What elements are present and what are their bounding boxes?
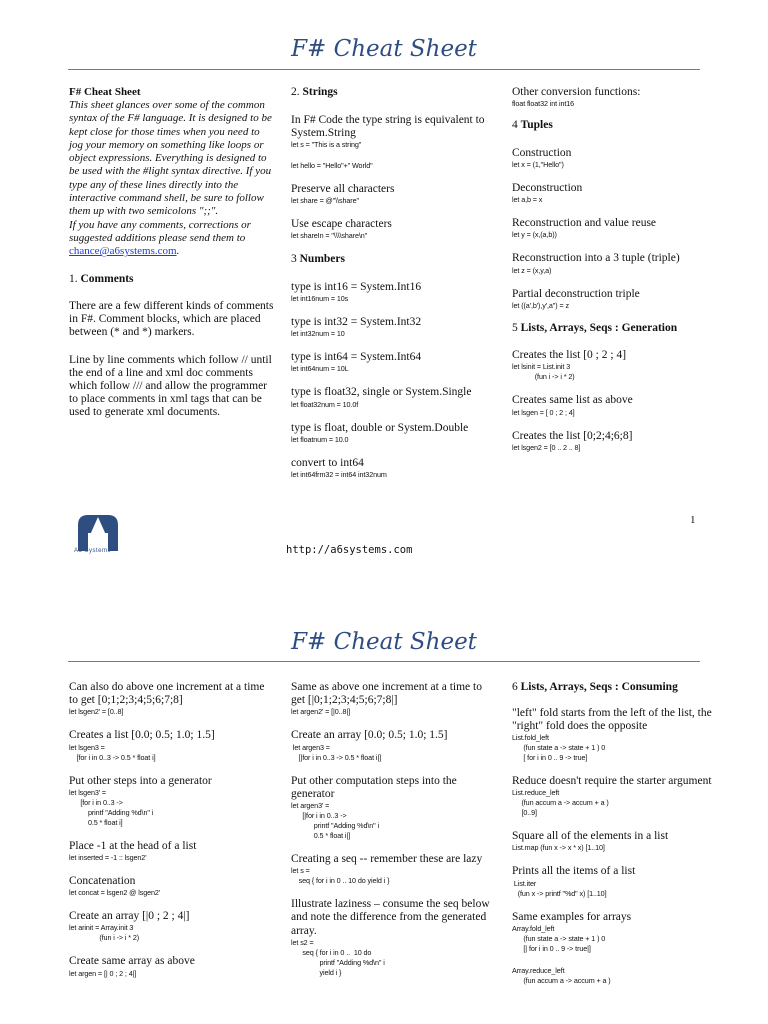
code-snippet: Array.fold_left (fun state a -> state + 1 ) 0 [| for i in 0 .. 9 -> true|]: [512, 923, 606, 953]
text: Construction: [512, 146, 572, 159]
code-snippet: let argen3 = [|for i in 0..3 -> 0.5 * float i|]: [292, 742, 382, 762]
column-1: [69, 86, 274, 420]
text: Create same array as above: [69, 955, 195, 968]
code-snippet: let x = (1,"Hello"): [512, 159, 564, 169]
section-number: 1.: [69, 272, 78, 285]
text: Create an array [0.0; 0.5; 1.0; 1.5]: [291, 729, 448, 742]
text: Creates same list as above: [512, 394, 633, 407]
text: Concatenation: [69, 875, 136, 888]
code-snippet: let lsgen3 = [for i in 0..3 -> 0.5 * float i]: [69, 742, 156, 762]
code-snippet: List.iter (fun x -> printf "%d" x) [1..10]: [513, 878, 607, 898]
logo-text: A6 Systems: [74, 548, 112, 554]
column-1: [69, 681, 274, 979]
text: type is int32 = System.Int32: [291, 316, 422, 329]
text: type is int64 = System.Int64: [291, 351, 422, 364]
code-snippet: let ((a',b'),y',a'') = z: [512, 300, 569, 310]
section-number: 5: [512, 321, 518, 334]
section-number: 6: [512, 681, 518, 693]
code-snippet: let s = seq { for i in 0 .. 10 do yield i }: [291, 866, 390, 886]
text: type is int16 = System.Int16: [291, 280, 422, 293]
code-snippet: let argen = [| 0 ; 2 ; 4|]: [69, 968, 137, 978]
page-number: 1: [690, 514, 696, 526]
section-title: Numbers: [299, 253, 345, 266]
section-heading-comments: [69, 273, 274, 287]
code-snippet: List.fold_left (fun state a -> state + 1 ) 0 [ for i in 0 .. 9 -> true]: [512, 732, 606, 762]
text: Creates the list [0 ; 2 ; 4]: [512, 349, 627, 362]
code-snippet: float float32 int int16: [512, 99, 575, 109]
column-2: [291, 681, 496, 978]
page-2: [0, 585, 768, 1024]
section-title: Strings: [302, 86, 338, 98]
page-title: F# Cheat Sheet: [291, 629, 477, 655]
intro-contact: [69, 219, 274, 259]
text: Put other steps into a generator: [69, 774, 212, 787]
code-snippet: let arinit = Array.init 3 (fun i -> i * 2): [69, 923, 140, 943]
text: Put other computation steps into the generator: [291, 774, 457, 800]
text: type is float, double or System.Double: [291, 421, 469, 434]
text: Same examples for arrays: [512, 910, 632, 923]
code-snippet: let s = "This is a string": [291, 139, 362, 149]
text: "left" fold starts from the left of the list, the "right" fold does the opposite: [512, 706, 712, 732]
code-snippet: let int64num = 10L: [291, 364, 349, 374]
text: Square all of the elements in a list: [512, 830, 669, 843]
code-snippet: let inserted = -1 :: lsgen2': [69, 853, 147, 863]
code-snippet: let lsgen2 = [0 .. 2 .. 8]: [512, 442, 581, 452]
text: Reduce doesn't require the starter argument: [512, 774, 712, 787]
text: Prints all the items of a list: [512, 865, 636, 878]
text: Creates the list [0;2;4;6;8]: [512, 429, 633, 442]
text: type is float32, single or System.Single: [291, 386, 472, 399]
code-snippet: let z = (x,y,a): [512, 265, 552, 275]
column-2: [291, 86, 496, 480]
code-snippet: let int16num = 10s: [291, 294, 349, 304]
text: Illustrate laziness – consume the seq below and note the difference from the generated array.: [291, 898, 490, 937]
section-heading-generation: [512, 322, 717, 336]
column-3: [512, 86, 717, 453]
code-snippet: let int64frm32 = int64 int32num: [291, 470, 387, 480]
section-title: Lists, Arrays, Seqs : Consuming: [520, 681, 678, 693]
code-snippet: let shareIn = "\\\\share\n": [291, 231, 368, 241]
code-snippet: let a,b = x: [512, 195, 543, 205]
text: Preserve all characters: [291, 182, 395, 195]
code-snippet: let concat = lsgen2 @ lsgen2': [69, 888, 161, 898]
code-snippet: let argen3' = [|for i in 0..3 -> printf "Adding %d\n" i 0.5 * float i|]: [291, 801, 379, 841]
intro-text: This sheet glances over some of the common syntax of the F# language. It is designed to be kept close for those times when you need to jog your memory on something like loops or object expressions. Everything is designed to be used with the #light syntax directive. If you type any of these lines directly into the interactive command shell, be sure to follow them up with two semicolons ";;".: [69, 99, 272, 218]
text: Partial deconstruction triple: [512, 287, 640, 300]
section-title: Comments: [80, 272, 134, 285]
text: Same as above one increment at a time to get [|0;1;2;3;4;5;6;7;8|]: [291, 681, 482, 707]
text: Can also do above one increment at a time to get [0;1;2;3;4;5;6;7;8]: [69, 681, 265, 707]
code-snippet: let floatnum = 10.0: [291, 434, 349, 444]
text: In F# Code the type string is equivalent to System.String: [291, 113, 485, 139]
column-3: [512, 681, 717, 986]
section-title: Tuples: [520, 119, 553, 132]
section-heading-numbers: [291, 253, 496, 267]
code-snippet: let hello = "Hello"+" World": [291, 160, 373, 170]
website-url[interactable]: http://a6systems.com: [286, 544, 413, 556]
section-number: 3: [291, 253, 297, 266]
code-snippet: let lsinit = List.init 3 (fun i -> i * 2): [512, 362, 575, 382]
section-heading-consuming: [512, 681, 717, 695]
code-snippet: let share = @"\\share": [291, 196, 359, 206]
code-snippet: let y = (x,(a,b)): [512, 230, 557, 240]
code-snippet: let lsgen = [ 0 ; 2 ; 4]: [512, 407, 575, 417]
intro-contact-end: .: [176, 245, 180, 258]
text: Use escape characters: [291, 218, 392, 231]
code-snippet: let float32num = 10.0f: [291, 399, 359, 409]
text: Create an array [|0 ; 2 ; 4|]: [69, 910, 190, 923]
section-number: 4: [512, 119, 518, 132]
page-title: F# Cheat Sheet: [291, 36, 477, 62]
text: Place -1 at the head of a list: [69, 839, 197, 852]
intro-title: F# Cheat Sheet: [69, 86, 141, 98]
text: Deconstruction: [512, 181, 583, 194]
email-link[interactable]: chance@a6systems.com: [69, 245, 177, 258]
text: Reconstruction and value reuse: [512, 217, 657, 230]
section-heading-tuples: [512, 119, 717, 133]
text: Reconstruction into a 3 tuple (triple): [512, 252, 680, 265]
text: Creates a list [0.0; 0.5; 1.0; 1.5]: [69, 729, 215, 742]
code-snippet: Array.reduce_left (fun accum a -> accum + a ): [512, 965, 611, 985]
code-snippet: let lsgen3' = [for i in 0..3 -> printf "Adding %d\n" i 0.5 * float i]: [69, 787, 154, 827]
title-rule: [68, 661, 700, 662]
code-snippet: List.map (fun x -> x * x) [1..10]: [512, 843, 605, 853]
section-heading-strings: [291, 86, 496, 100]
code-snippet: List.reduce_left (fun accum a -> accum + a ) [0..9]: [512, 788, 609, 818]
comments-paragraph-1: There are a few different kinds of comments in F#. Comment blocks, which are placed between (* and *) markers.: [69, 300, 274, 339]
code-snippet: let int32num = 10: [291, 329, 345, 339]
section-number: 2.: [291, 86, 300, 98]
code-snippet: let lsgen2' = [0..8]: [69, 707, 124, 717]
title-rule: [68, 69, 700, 70]
intro-contact-text: If you have any comments, corrections or suggested additions please send them to: [69, 218, 251, 244]
section-title: Lists, Arrays, Seqs : Generation: [520, 321, 678, 334]
text: Creating a seq -- remember these are lazy: [291, 853, 483, 866]
code-snippet: let argen2' = [|0..8|]: [291, 707, 351, 717]
text: convert to int64: [291, 456, 364, 469]
code-snippet: let s2 = seq { for i in 0 .. 10 do printf "Adding %d\n" i yield i }: [291, 937, 385, 977]
text: Other conversion functions:: [512, 86, 641, 98]
comments-paragraph-2: Line by line comments which follow // until the end of a line and xml doc comments which follow /// and allow the programmer to place comments in xml tags that can be used to generate xml documents.: [69, 353, 272, 419]
